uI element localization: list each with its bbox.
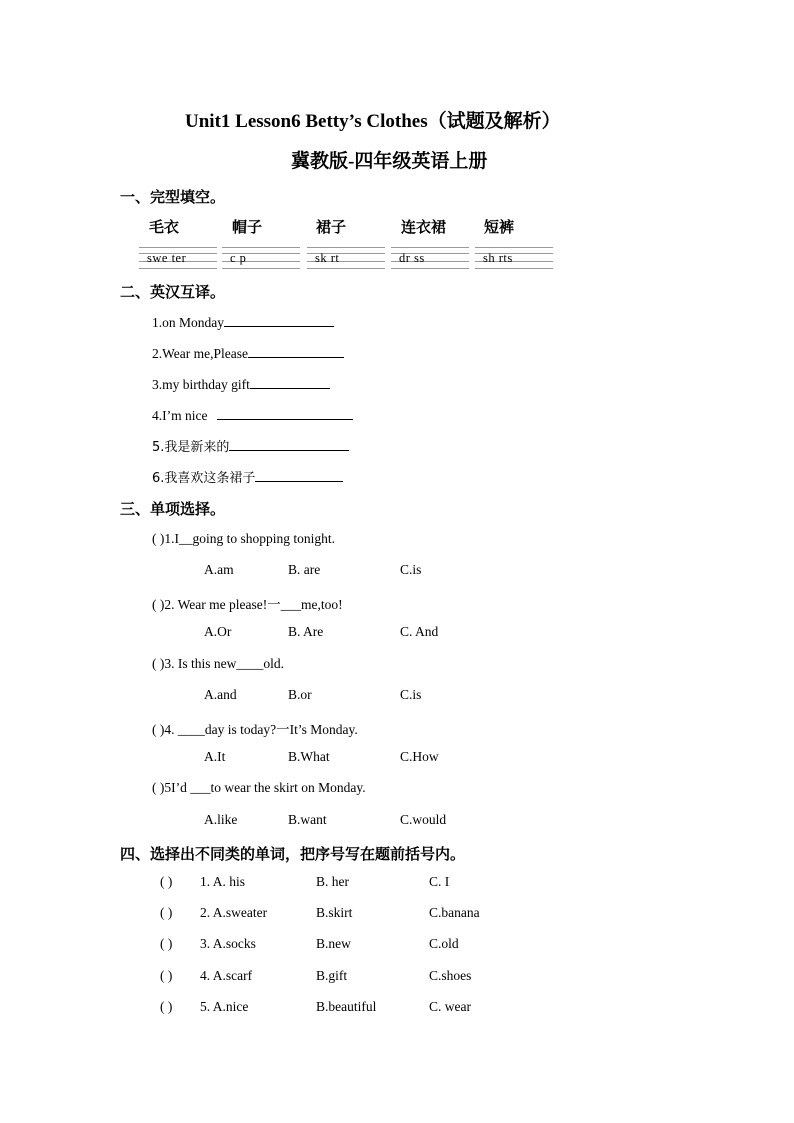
document-subtitle: 冀教版-四年级英语上册 <box>291 151 488 172</box>
answer-blank-5[interactable] <box>229 436 349 451</box>
translate-item-5-text: 5.我是新来的 <box>152 440 230 455</box>
odd-one-option-4b: B.gift <box>316 968 348 983</box>
word-gap-skirt: sk rt <box>315 251 340 265</box>
section2-heading: 二、英汉互译。 <box>120 285 226 301</box>
odd-one-option-3a: 3. A.socks <box>200 936 256 951</box>
word-gap-shorts: sh rts <box>483 251 513 265</box>
section1-heading: 一、完型填空。 <box>120 190 226 206</box>
word-cn-skirt: 裙子 <box>316 220 347 236</box>
mc-option-2a[interactable]: A.Or <box>204 624 232 639</box>
translate-item-1-text: 1.on Monday <box>152 315 224 330</box>
section3-heading: 三、单项选择。 <box>120 502 226 518</box>
odd-one-option-1a: 1. A. his <box>200 874 246 889</box>
answer-blank-2[interactable] <box>248 343 344 358</box>
odd-one-paren-1[interactable]: ( ) <box>160 874 173 889</box>
odd-one-option-1b: B. her <box>316 874 349 889</box>
translate-item-2 <box>152 343 344 362</box>
word-cn-cap: 帽子 <box>232 220 263 236</box>
mc-option-4a[interactable]: A.It <box>204 749 226 764</box>
odd-one-option-1c: C. I <box>429 874 450 889</box>
answer-blank-1[interactable] <box>224 312 334 327</box>
odd-one-option-5a: 5. A.nice <box>200 999 249 1014</box>
mc-option-3c[interactable]: C.is <box>400 687 422 702</box>
translate-item-1 <box>152 312 334 331</box>
translate-item-6 <box>152 467 343 486</box>
section4-heading: 四、选择出不同类的单词，把序号写在题前括号内。 <box>120 847 466 863</box>
odd-one-paren-3[interactable]: ( ) <box>160 936 173 951</box>
mc-option-5c[interactable]: C.would <box>400 812 447 827</box>
four-line-box-skirt[interactable] <box>307 247 385 269</box>
odd-one-option-2a: 2. A.sweater <box>200 905 268 920</box>
mc-option-5b[interactable]: B.want <box>288 812 327 827</box>
mc-option-5a[interactable]: A.like <box>204 812 238 827</box>
odd-one-paren-2[interactable]: ( ) <box>160 905 173 920</box>
odd-one-option-2b: B.skirt <box>316 905 353 920</box>
word-gap-dress: dr ss <box>399 251 425 265</box>
answer-blank-4[interactable] <box>217 405 353 420</box>
odd-one-option-5b: B.beautiful <box>316 999 377 1014</box>
four-line-box-shorts[interactable] <box>475 247 553 269</box>
translate-item-2-text: 2.Wear me,Please <box>152 346 248 361</box>
translate-item-4 <box>152 405 353 424</box>
four-line-box-dress[interactable] <box>391 247 469 269</box>
mc-option-4c[interactable]: C.How <box>400 749 439 764</box>
odd-one-paren-4[interactable]: ( ) <box>160 968 173 983</box>
answer-blank-6[interactable] <box>255 467 343 482</box>
mc-option-1b[interactable]: B. are <box>288 562 321 577</box>
word-cn-dress: 连衣裙 <box>401 220 447 236</box>
odd-one-option-4c: C.shoes <box>429 968 472 983</box>
mc-question-5: ( )5I’d ___to wear the skirt on Monday. <box>152 780 366 795</box>
four-line-box-cap[interactable] <box>222 247 300 269</box>
mc-question-3: ( )3. Is this new____old. <box>152 656 284 671</box>
mc-option-4b[interactable]: B.What <box>288 749 330 764</box>
odd-one-paren-5[interactable]: ( ) <box>160 999 173 1014</box>
word-cn-shorts: 短裤 <box>484 220 515 236</box>
mc-option-2c[interactable]: C. And <box>400 624 439 639</box>
mc-option-1a[interactable]: A.am <box>204 562 234 577</box>
odd-one-option-2c: C.banana <box>429 905 480 920</box>
translate-item-5 <box>152 436 349 455</box>
odd-one-option-3b: B.new <box>316 936 351 951</box>
translate-item-4-text: 4.I’m nice <box>152 408 211 423</box>
translate-item-3-text: 3.my birthday gift <box>152 377 250 392</box>
odd-one-option-5c: C. wear <box>429 999 471 1014</box>
mc-question-2: ( )2. Wear me please!一___me,too! <box>152 597 343 612</box>
translate-item-3 <box>152 374 330 393</box>
mc-option-2b[interactable]: B. Are <box>288 624 324 639</box>
mc-option-3b[interactable]: B.or <box>288 687 312 702</box>
mc-option-1c[interactable]: C.is <box>400 562 422 577</box>
word-gap-cap: c p <box>230 251 247 265</box>
odd-one-option-3c: C.old <box>429 936 459 951</box>
mc-question-4: ( )4. ____day is today?一It’s Monday. <box>152 722 358 737</box>
document-title: Unit1 Lesson6 Betty’s Clothes（试题及解析） <box>185 111 561 132</box>
mc-option-3a[interactable]: A.and <box>204 687 237 702</box>
translate-item-6-text: 6.我喜欢这条裙子 <box>152 471 256 486</box>
answer-blank-3[interactable] <box>250 374 330 389</box>
four-line-box-sweater[interactable] <box>139 247 217 269</box>
odd-one-option-4a: 4. A.scarf <box>200 968 253 983</box>
word-cn-sweater: 毛衣 <box>149 220 180 236</box>
mc-question-1: ( )1.I__going to shopping tonight. <box>152 531 335 546</box>
word-gap-sweater: swe ter <box>147 251 187 265</box>
